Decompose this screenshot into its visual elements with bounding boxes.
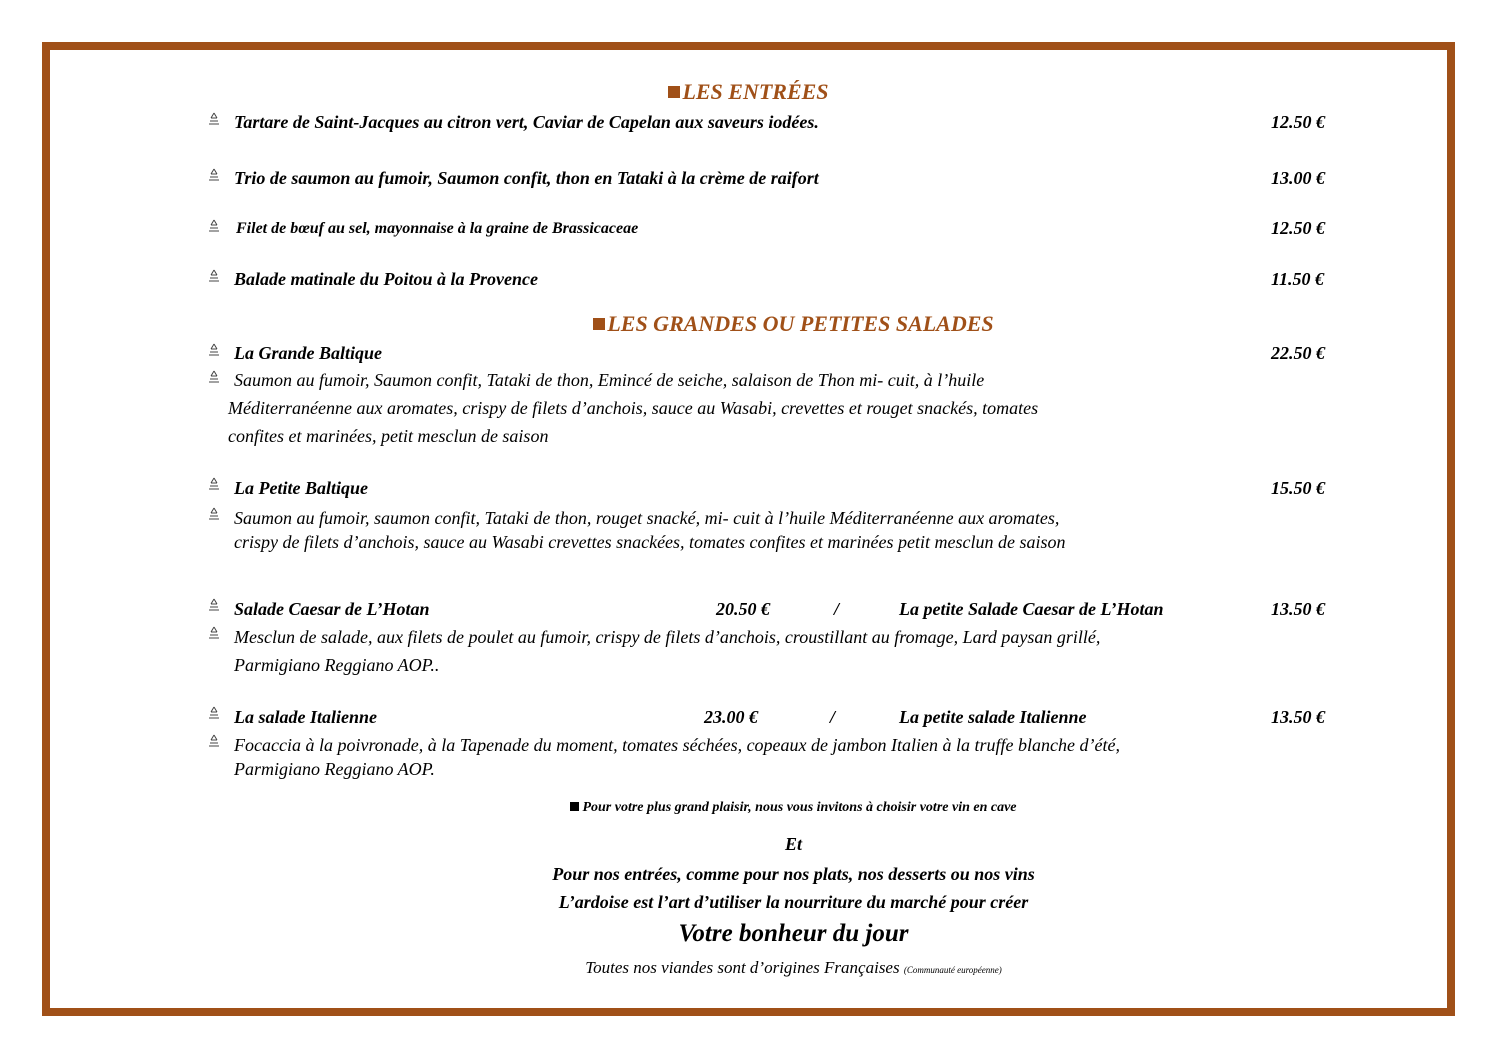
entree-name: Filet de bœuf au sel, mayonnaise à la graine de Brassicaceae	[236, 220, 639, 237]
salade-price: 22.50 €	[1271, 343, 1325, 363]
entree-price: 13.00 €	[1271, 168, 1325, 188]
dish-bullet-icon	[207, 626, 221, 640]
dish-bullet-icon	[207, 112, 221, 126]
salade-name: Salade Caesar de L’Hotan	[234, 599, 430, 619]
dish-bullet-icon	[207, 507, 221, 521]
origin-text: Toutes nos viandes sont d’origines Françaises	[585, 958, 900, 977]
dish-bullet-icon	[207, 168, 221, 182]
origin-line	[45, 958, 1497, 978]
footer-line-1: Pour nos entrées, comme pour nos plats, nos desserts ou nos vins	[552, 864, 1035, 884]
dish-bullet-icon	[207, 219, 221, 233]
entrees-heading	[0, 79, 1497, 105]
dish-bullet-icon	[207, 269, 221, 283]
petite-salade-price: 13.50 €	[1271, 599, 1325, 619]
square-bullet-icon	[593, 318, 605, 330]
salade-name: La salade Italienne	[234, 707, 377, 727]
salade-name: La Grande Baltique	[234, 343, 383, 363]
price-separator: /	[834, 599, 840, 619]
salade-description: Mesclun de salade, aux filets de poulet au fumoir, crispy de filets d’anchois, croustillant au fromage, Lard paysan grillé,	[234, 627, 1101, 647]
entree-name: Balade matinale du Poitou à la Provence	[234, 269, 538, 289]
price-separator: /	[830, 707, 836, 727]
salade-description: crispy de filets d’anchois, sauce au Wasabi crevettes snackées, tomates confites et marinées petit mesclun de saison	[234, 532, 1066, 552]
entrees-title: LES ENTRÉES	[682, 79, 829, 104]
petite-salade-name: La petite salade Italienne	[899, 707, 1087, 727]
entree-price: 11.50 €	[1271, 269, 1325, 289]
dish-bullet-icon	[207, 370, 221, 384]
salade-description: Parmigiano Reggiano AOP.	[234, 759, 435, 779]
dish-bullet-icon	[207, 477, 221, 491]
dish-bullet-icon	[207, 343, 221, 357]
entree-name: Tartare de Saint-Jacques au citron vert, Caviar de Capelan aux saveurs iodées.	[234, 112, 819, 132]
entree-price: 12.50 €	[1271, 112, 1325, 132]
dish-bullet-icon	[207, 598, 221, 612]
salades-title: LES GRANDES OU PETITES SALADES	[607, 311, 994, 336]
footer-et: Et	[784, 834, 802, 854]
wine-note-text: Pour votre plus grand plaisir, nous vous invitons à choisir votre vin en cave	[582, 800, 1017, 815]
wine-note	[45, 800, 1497, 816]
dish-bullet-icon	[207, 706, 221, 720]
footer-line-2: L’ardoise est l’art d’utiliser la nourriture du marché pour créer	[558, 892, 1029, 912]
origin-note: (Communauté européenne)	[903, 965, 1002, 975]
square-bullet-icon	[570, 802, 579, 811]
salades-heading	[45, 311, 1497, 337]
entree-name: Trio de saumon au fumoir, Saumon confit, thon en Tataki à la crème de raifort	[234, 168, 819, 188]
entree-price: 12.50 €	[1271, 218, 1325, 238]
salade-price: 23.00 €	[704, 707, 758, 727]
salade-description: confites et marinées, petit mesclun de saison	[228, 426, 549, 446]
salade-description: Saumon au fumoir, Saumon confit, Tataki de thon, Emincé de seiche, salaison de Thon mi- cuit, à l’huile	[234, 370, 985, 390]
salade-description: Parmigiano Reggiano AOP..	[234, 655, 440, 675]
petite-salade-price: 13.50 €	[1271, 707, 1325, 727]
salade-description: Méditerranéenne aux aromates, crispy de filets d’anchois, sauce au Wasabi, crevettes et rouget snackés, tomates	[228, 398, 1039, 418]
salade-description: Saumon au fumoir, saumon confit, Tataki de thon, rouget snacké, mi- cuit à l’huile Méditerranéenne aux aromates,	[234, 508, 1060, 528]
dish-bullet-icon	[207, 734, 221, 748]
bonheur-du-jour: Votre bonheur du jour	[678, 920, 909, 947]
petite-salade-name: La petite Salade Caesar de L’Hotan	[899, 599, 1164, 619]
salade-price: 20.50 €	[716, 599, 770, 619]
square-bullet-icon	[668, 86, 680, 98]
salade-price: 15.50 €	[1271, 478, 1325, 498]
salade-name: La Petite Baltique	[234, 478, 368, 498]
salade-description: Focaccia à la poivronade, à la Tapenade du moment, tomates séchées, copeaux de jambon Italien à la truffe blanche d’été,	[234, 735, 1120, 755]
